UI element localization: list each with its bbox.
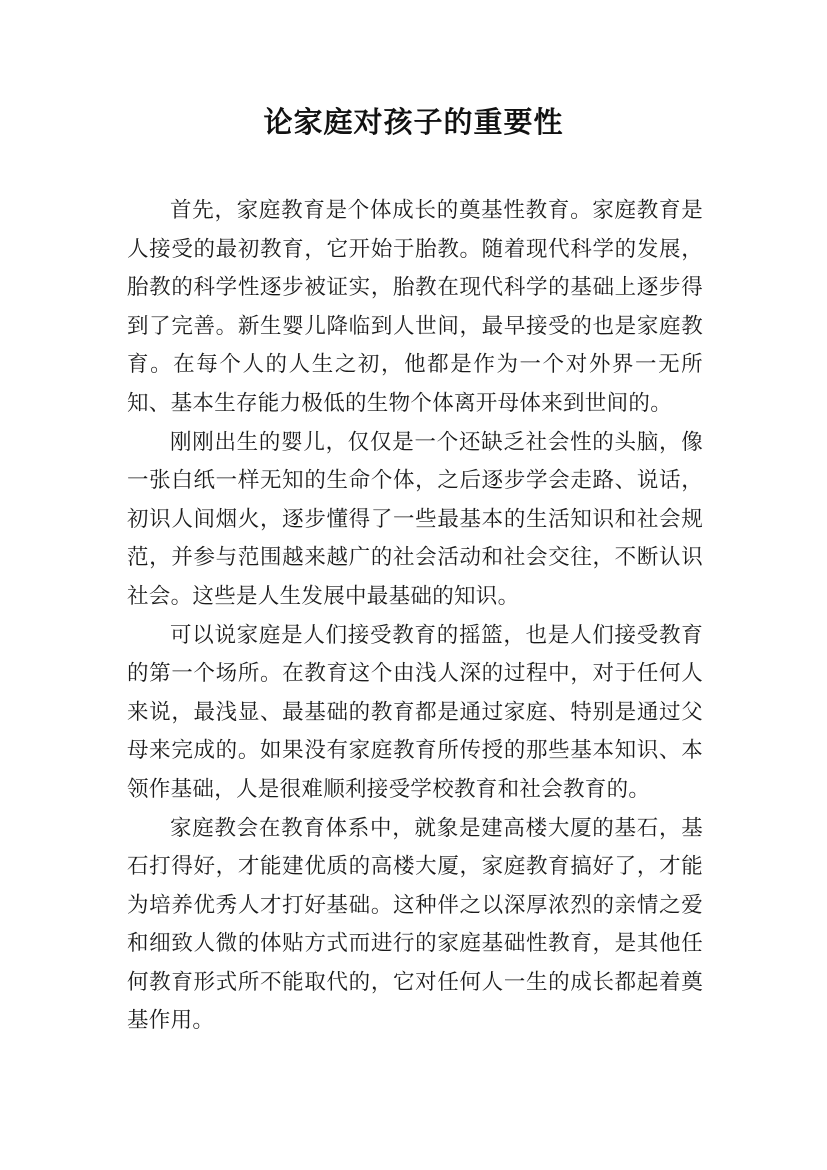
paragraph-1: 首先，家庭教育是个体成长的奠基性教育。家庭教育是人接受的最初教育，它开始于胎教。随着现代科学的发展，胎教的科学性逐步被证实，胎教在现代科学的基础上逐步得到了完善。新生婴儿降临到人世间，最早接受的也是家庭教育。在每个人的人生之初，他都是作为一个对外界一无所知、基本生存能力极低的生物个体离开母体来到世间的。 (127, 198, 703, 416)
paragraph-3: 可以说家庭是人们接受教育的摇篮，也是人们接受教育的第一个场所。在教育这个由浅人深的过程中，对于任何人来说，最浅显、最基础的教育都是通过家庭、特别是通过父母来完成的。如果没有家庭教育所传授的那些基本知识、本领作基础，人是很难顺利接受学校教育和社会教育的。 (127, 622, 703, 802)
document-body (127, 192, 703, 1041)
paragraph-4: 家庭教会在教育体系中，就象是建高楼大厦的基石，基石打得好，才能建优质的高楼大厦，家庭教育搞好了，才能为培养优秀人才打好基础。这种伴之以深厚浓烈的亲情之爱和细致人微的体贴方式而进行的家庭基础性教育，是其他任何教育形式所不能取代的，它对任何人一生的成长都起着奠基作用。 (127, 815, 703, 1034)
paragraph-2: 刚刚出生的婴儿，仅仅是一个还缺乏社会性的头脑，像一张白纸一样无知的生命个体，之后逐步学会走路、说话，初识人间烟火，逐步懂得了一些最基本的生活知识和社会规范，并参与范围越来越广的社会活动和社会交往，不断认识社会。这些是人生发展中最基础的知识。 (127, 429, 703, 609)
document-title: 论家庭对孩子的重要性 (263, 105, 564, 139)
